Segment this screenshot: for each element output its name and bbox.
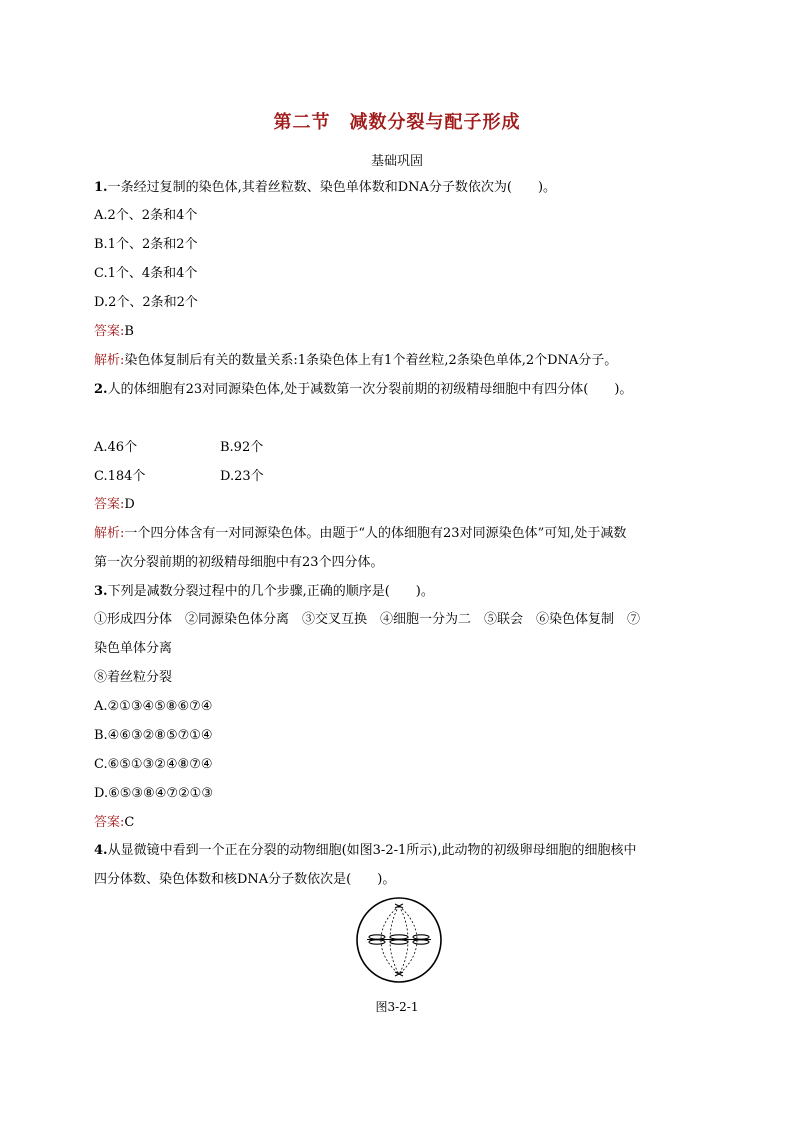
q2-option-c: C.184个 bbox=[94, 469, 146, 484]
question-number: 4. bbox=[94, 843, 108, 858]
question-4-cont: 四分体数、染色体数和核DNA分子数依次是( )。 bbox=[94, 872, 396, 887]
answer-label: 答案: bbox=[94, 497, 125, 512]
q2-option-b: B.92个 bbox=[220, 440, 264, 455]
page-title: 第二节 减数分裂与配子形成 bbox=[273, 112, 521, 133]
answer-value: C bbox=[124, 815, 135, 830]
question-stem: 一条经过复制的染色体,其着丝粒数、染色单体数和DNA分子数依次为( )。 bbox=[107, 180, 557, 195]
figure-caption: 图3-2-1 bbox=[375, 1000, 419, 1014]
q1-option-d: D.2个、2条和2个 bbox=[94, 295, 198, 310]
explanation-label: 解析: bbox=[94, 526, 125, 541]
q2-explanation-cont: 第一次分裂前期的初级精母细胞中有23个四分体。 bbox=[94, 555, 384, 570]
question-4 bbox=[94, 843, 636, 859]
explanation-text: 染色体复制后有关的数量关系:1条染色体上有1个着丝粒,2条染色单体,2个DNA分子。 bbox=[124, 353, 618, 368]
q1-explanation bbox=[94, 353, 617, 369]
answer-label: 答案: bbox=[94, 815, 125, 830]
q3-option-b: B.④⑥③②⑧⑤⑦①④ bbox=[94, 728, 213, 743]
question-stem: 从显微镜中看到一个正在分裂的动物细胞(如图3-2-1所示),此动物的初级卵母细胞的细胞核中 bbox=[107, 843, 637, 858]
q3-option-c: C.⑥⑤①③②④⑧⑦④ bbox=[94, 757, 213, 772]
question-2 bbox=[94, 382, 632, 398]
q2-explanation bbox=[94, 526, 626, 542]
answer-label: 答案: bbox=[94, 324, 125, 339]
q1-option-b: B.1个、2条和2个 bbox=[94, 237, 198, 252]
q2-answer bbox=[94, 497, 135, 513]
explanation-text: 一个四分体含有一对同源染色体。由题于“人的体细胞有23对同源染色体”可知,处于减数 bbox=[124, 526, 627, 541]
q3-steps-cont: 染色单体分离 bbox=[94, 641, 173, 656]
answer-value: B bbox=[124, 324, 134, 339]
question-3 bbox=[94, 584, 434, 600]
question-number: 1. bbox=[94, 180, 108, 195]
chromosomes bbox=[367, 935, 431, 944]
q3-option-a: A.②①③④⑤⑧⑥⑦④ bbox=[94, 699, 213, 714]
explanation-label: 解析: bbox=[94, 353, 125, 368]
answer-value: D bbox=[124, 497, 135, 512]
question-stem: 下列是减数分裂过程中的几个步骤,正确的顺序是( )。 bbox=[107, 584, 434, 599]
q2-option-a: A.46个 bbox=[94, 440, 138, 455]
question-number: 2. bbox=[94, 382, 108, 397]
cell-division-figure bbox=[355, 896, 443, 984]
q1-answer bbox=[94, 324, 134, 340]
section-heading: 基础巩固 bbox=[370, 154, 423, 169]
question-number: 3. bbox=[94, 584, 108, 599]
q3-steps: ①形成四分体 ②同源染色体分离 ③交叉互换 ④细胞一分为二 ⑤联会 ⑥染色体复制 ⑦ bbox=[94, 612, 641, 627]
question-1 bbox=[94, 180, 556, 196]
q3-option-d: D.⑥⑤③⑧④⑦②①③ bbox=[94, 786, 213, 801]
q1-option-a: A.2个、2条和4个 bbox=[94, 208, 198, 223]
q3-answer bbox=[94, 815, 134, 831]
q1-option-c: C.1个、4条和4个 bbox=[94, 266, 198, 281]
question-stem: 人的体细胞有23对同源染色体,处于减数第一次分裂前期的初级精母细胞中有四分体( )。 bbox=[107, 382, 633, 397]
q2-option-d: D.23个 bbox=[220, 469, 264, 484]
q3-steps-cont2: ⑧着丝粒分裂 bbox=[94, 670, 173, 685]
